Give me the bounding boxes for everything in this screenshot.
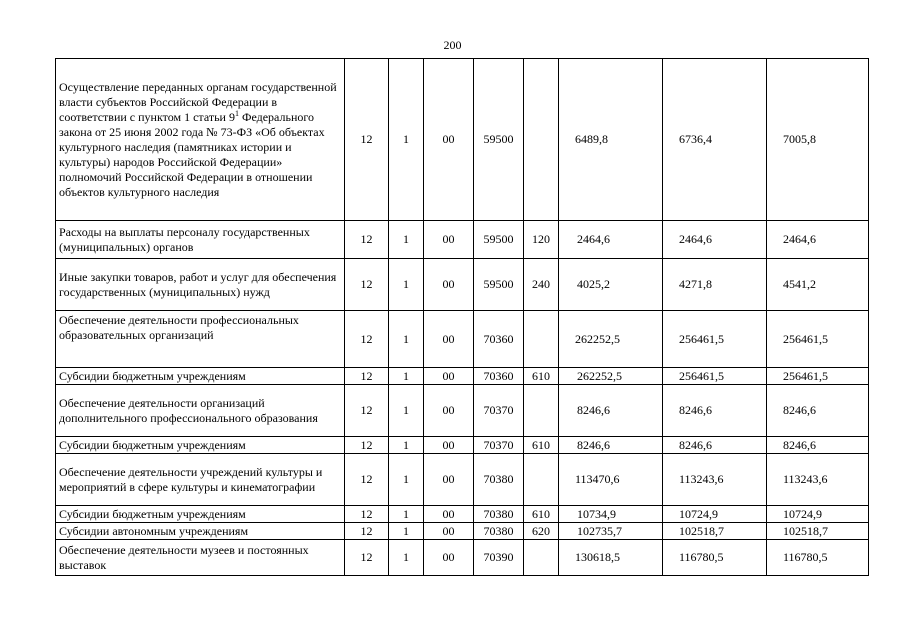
pr-cell: 00 [424,506,474,523]
year1-cell: 8246,6 [559,437,663,454]
table-row [56,540,869,576]
ved-cell: 12 [345,437,389,454]
row-name: Обеспечение деятельности музеев и постоянных выставок [56,540,345,576]
year3-cell: 2464,6 [767,221,869,259]
rz-cell: 1 [389,454,424,506]
year2-cell: 102518,7 [663,523,767,540]
year3-cell: 256461,5 [767,311,869,368]
vr-cell [524,385,559,437]
vr-cell: 120 [524,221,559,259]
table-row [56,311,869,368]
pr-cell: 00 [424,523,474,540]
page-number: 200 [443,38,462,52]
table-row [56,506,869,523]
table-row [56,437,869,454]
rz-cell: 1 [389,311,424,368]
row-name: Субсидии автономным учреждениям [56,523,345,540]
pr-cell: 00 [424,221,474,259]
row-name: Субсидии бюджетным учреждениям [56,437,345,454]
year1-cell: 102735,7 [559,523,663,540]
csr-cell: 70380 [474,454,524,506]
csr-cell: 70370 [474,437,524,454]
row-name: Обеспечение деятельности профессиональных образовательных организаций [56,311,345,368]
vr-cell: 620 [524,523,559,540]
pr-cell: 00 [424,540,474,576]
vr-cell: 610 [524,368,559,385]
year3-cell: 4541,2 [767,259,869,311]
year1-cell: 8246,6 [559,385,663,437]
rz-cell: 1 [389,59,424,221]
year2-cell: 10724,9 [663,506,767,523]
ved-cell: 12 [345,454,389,506]
year1-cell: 6489,8 [559,59,663,221]
table-row [56,259,869,311]
csr-cell: 70380 [474,523,524,540]
year2-cell: 6736,4 [663,59,767,221]
table-row [56,221,869,259]
pr-cell: 00 [424,368,474,385]
vr-cell [524,311,559,368]
rz-cell: 1 [389,506,424,523]
year2-cell: 8246,6 [663,437,767,454]
pr-cell: 00 [424,311,474,368]
year3-cell: 10724,9 [767,506,869,523]
table-row [56,385,869,437]
vr-cell [524,540,559,576]
vr-cell [524,59,559,221]
csr-cell: 70360 [474,368,524,385]
pr-cell: 00 [424,259,474,311]
csr-cell: 59500 [474,221,524,259]
ved-cell: 12 [345,540,389,576]
year1-cell: 262252,5 [559,368,663,385]
pr-cell: 00 [424,385,474,437]
vr-cell: 610 [524,506,559,523]
rz-cell: 1 [389,259,424,311]
year2-cell: 116780,5 [663,540,767,576]
year3-cell: 113243,6 [767,454,869,506]
year3-cell: 116780,5 [767,540,869,576]
rz-cell: 1 [389,437,424,454]
pr-cell: 00 [424,454,474,506]
year1-cell: 10734,9 [559,506,663,523]
table-row [56,523,869,540]
rz-cell: 1 [389,540,424,576]
rz-cell: 1 [389,385,424,437]
vr-cell [524,454,559,506]
csr-cell: 70370 [474,385,524,437]
table-row [56,59,869,221]
table-row [56,368,869,385]
year3-cell: 8246,6 [767,437,869,454]
year2-cell: 2464,6 [663,221,767,259]
csr-cell: 70360 [474,311,524,368]
year2-cell: 113243,6 [663,454,767,506]
year1-cell: 130618,5 [559,540,663,576]
ved-cell: 12 [345,259,389,311]
row-name: Расходы на выплаты персоналу государственных (муниципальных) органов [56,221,345,259]
csr-cell: 59500 [474,259,524,311]
year3-cell: 7005,8 [767,59,869,221]
vr-cell: 240 [524,259,559,311]
ved-cell: 12 [345,221,389,259]
year1-cell: 4025,2 [559,259,663,311]
year1-cell: 262252,5 [559,311,663,368]
pr-cell: 00 [424,437,474,454]
year1-cell: 113470,6 [559,454,663,506]
rz-cell: 1 [389,221,424,259]
csr-cell: 70390 [474,540,524,576]
year3-cell: 102518,7 [767,523,869,540]
row-name: Субсидии бюджетным учреждениям [56,368,345,385]
ved-cell: 12 [345,311,389,368]
ved-cell: 12 [345,385,389,437]
row-name: Осуществление переданных органам государственной власти субъектов Российской Федерации в соответствии с пунктом 1 статьи $9^1$ Федерального закона от 25 июня 2002 года № 73-ФЗ «Об объектах культурного наследия (памятниках истории и культуры) народов Российской Федерации» полномочий Российской Федерации в отношении объектов культурного наследия [56,59,345,221]
vr-cell: 610 [524,437,559,454]
ved-cell: 12 [345,506,389,523]
year2-cell: 256461,5 [663,368,767,385]
csr-cell: 59500 [474,59,524,221]
year1-cell: 2464,6 [559,221,663,259]
rz-cell: 1 [389,523,424,540]
year3-cell: 8246,6 [767,385,869,437]
csr-cell: 70380 [474,506,524,523]
table-row [56,454,869,506]
year3-cell: 256461,5 [767,368,869,385]
year2-cell: 4271,8 [663,259,767,311]
row-name: Обеспечение деятельности организаций дополнительного профессионального образования [56,385,345,437]
ved-cell: 12 [345,59,389,221]
budget-table [55,58,869,576]
rz-cell: 1 [389,368,424,385]
row-name: Обеспечение деятельности учреждений культуры и мероприятий в сфере культуры и кинематографии [56,454,345,506]
row-name: Иные закупки товаров, работ и услуг для обеспечения государственных (муниципальных) нужд [56,259,345,311]
row-name: Субсидии бюджетным учреждениям [56,506,345,523]
ved-cell: 12 [345,523,389,540]
ved-cell: 12 [345,368,389,385]
year2-cell: 256461,5 [663,311,767,368]
year2-cell: 8246,6 [663,385,767,437]
pr-cell: 00 [424,59,474,221]
